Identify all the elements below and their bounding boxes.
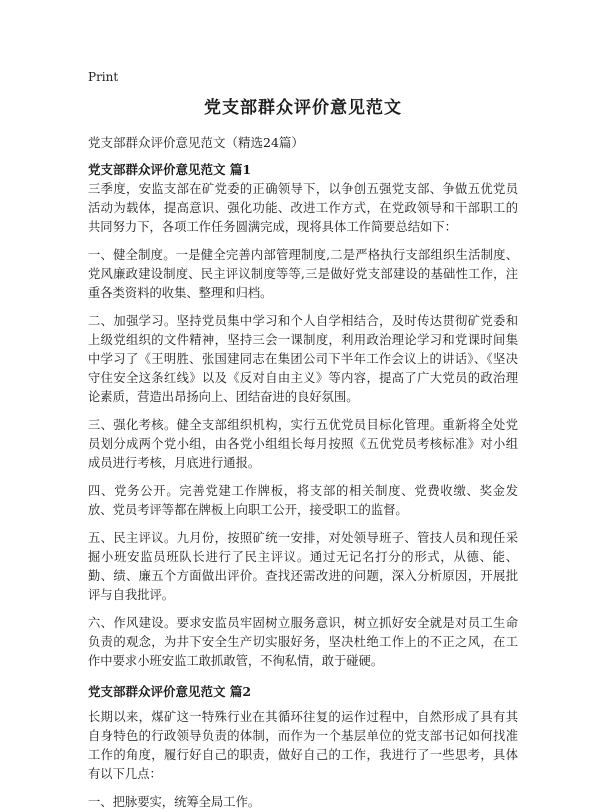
- paragraph: 三、强化考核。健全支部组织机构，实行五优党员目标化管理。重新将全处党员划分成两个党小组，由各党小组组长每月按照《五优党员考核标准》对小组成员进行考核，月底进行通报。: [88, 418, 518, 470]
- paragraph: 一、把脉要实，统筹全局工作。: [88, 795, 261, 809]
- print-link[interactable]: Print: [88, 70, 119, 84]
- paragraph: 一、健全制度。一是健全完善内部管理制度,二是严格执行支部组织生活制度、党风廉政建设制度、民主评议制度等等,三是做好党支部建设的基础性工作，注重各类资料的收集、整理和归档。: [88, 248, 518, 300]
- document-title: 党支部群众评价意见范文: [204, 98, 402, 118]
- paragraph: 二、加强学习。坚持党员集中学习和个人自学相结合，及时传达贯彻矿党委和上级党组织的文件精神，坚持三会一课制度，利用政治理论学习和党课时间集中学习了《王明胜、张国建同志在集团公司下半年工作会议上的讲话》、《坚决守住安全这条红线》以及《反对自由主义》等内容，提高了广大党员的政治理论素质，营造出昂扬向上、团结奋进的良好氛围。: [88, 314, 518, 404]
- paragraph: 六、作风建设。要求安监员牢固树立服务意识，树立抓好安全就是对员工生命负责的观念，为井下安全生产切实服好务，坚决杜绝工作上的不正之风，在工作中要求小班安监工敢抓敢管，不徇私情，敢于碰硬。: [88, 616, 518, 668]
- paragraph: 三季度，安监支部在矿党委的正确领导下，以争创五强党支部、争做五优党员活动为载体，提高意识、强化功能、改进工作方式，在党政领导和干部职工的共同努力下，各项工作任务圆满完成，现将具体工作简要总结如下：: [88, 182, 518, 234]
- paragraph: 长期以来，煤矿这一特殊行业在其循环往复的运作过程中，自然形成了具有其自身特色的行政领导负责的体制，而作为一个基层单位的党支部书记如何找准工作的角度，履行好自己的职责，做好自己的工作，我进行了一些思考，具体有以下几点：: [88, 710, 518, 781]
- section-heading-2: 党支部群众评价意见范文 篇2: [88, 684, 252, 699]
- section-heading-1: 党支部群众评价意见范文 篇1: [88, 162, 252, 177]
- paragraph: 四、党务公开。完善党建工作牌板，将支部的相关制度、党费收缴、奖金发放、党员考评等都在牌板上向职工公开，接受职工的监督。: [88, 484, 518, 517]
- document-subtitle: 党支部群众评价意见范文（精选24篇）: [88, 135, 304, 150]
- paragraph: 五、民主评议。九月份，按照矿统一安排，对处领导班子、管技人员和现任采掘小班安监员班队长进行了民主评议。通过无记名打分的形式，从德、能、勤、绩、廉五个方面做出评价。查找还需改进的问题，深入分析原因，开展批评与自我批评。: [88, 531, 518, 602]
